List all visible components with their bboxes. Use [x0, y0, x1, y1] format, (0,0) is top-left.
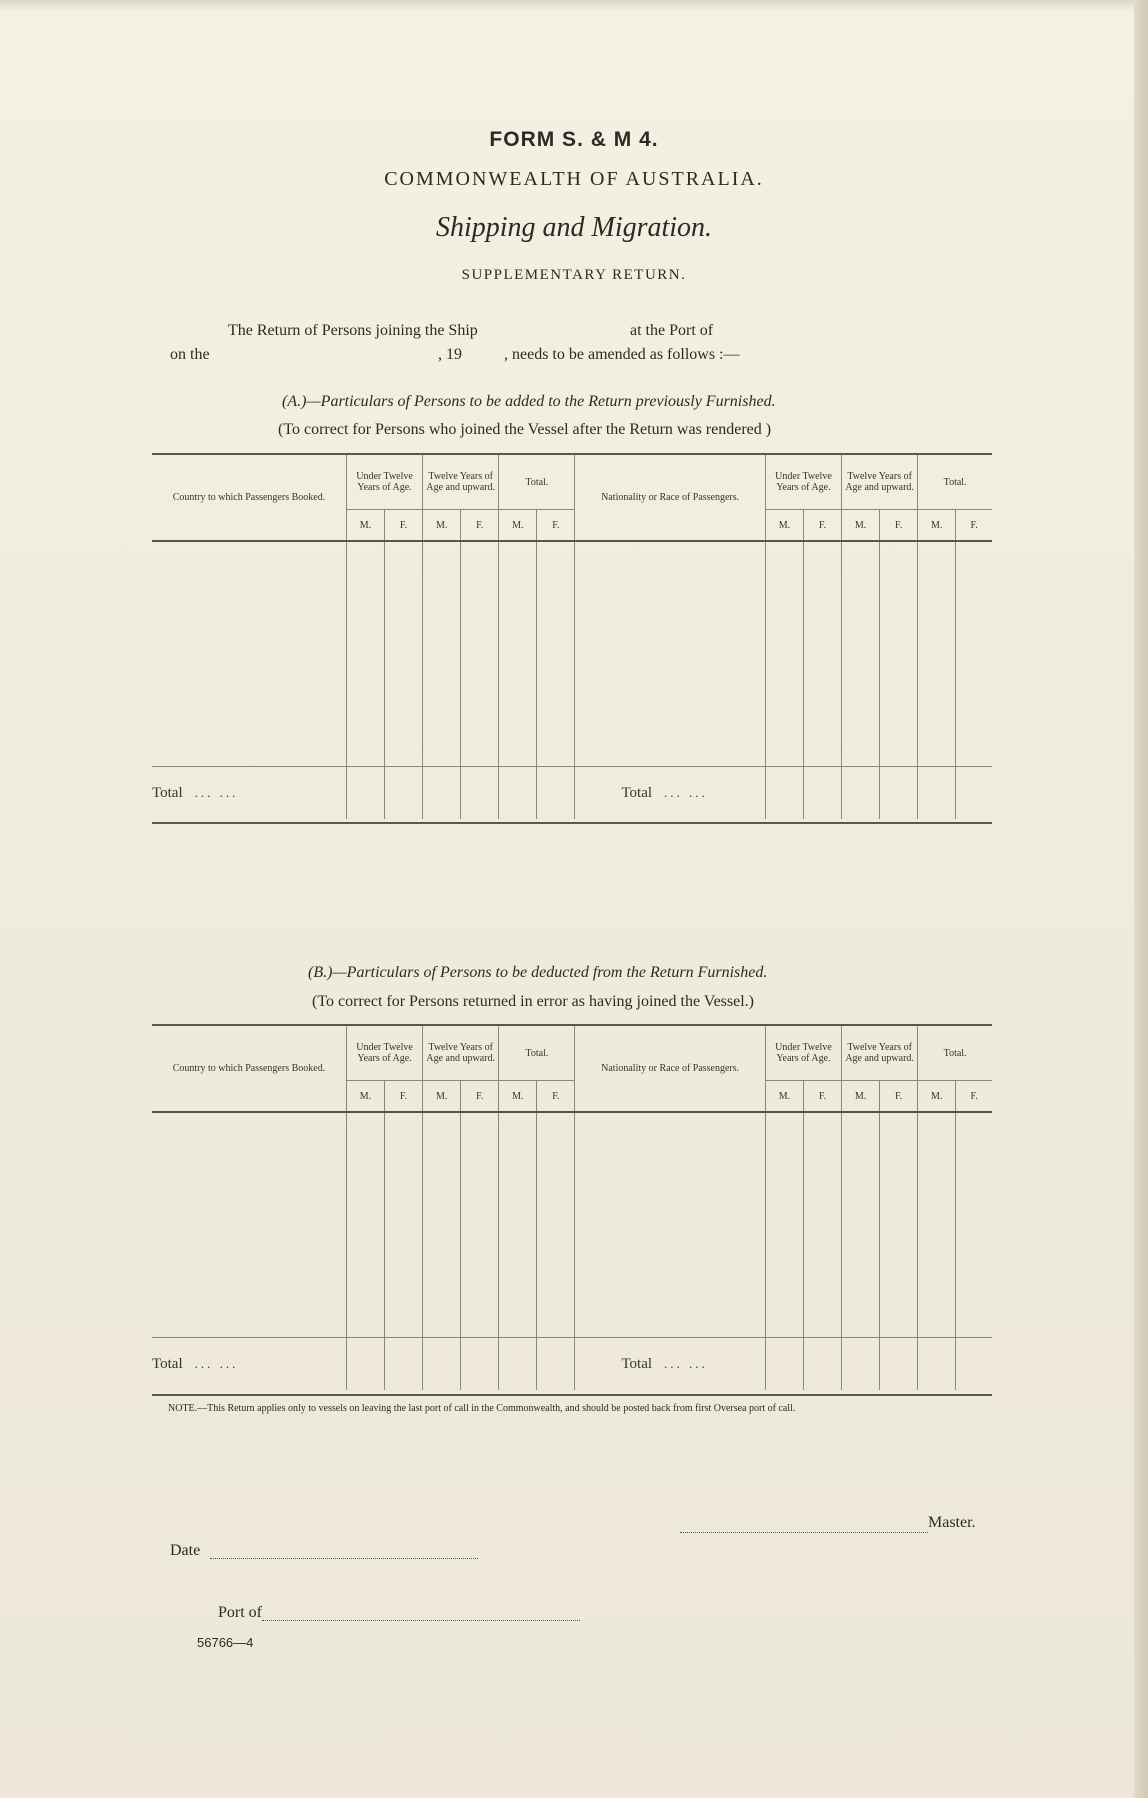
footnote: NOTE.—This Return applies only to vessels on leaving the last port of call in the Commonwealth, and should be posted back from first Oversea port of call. — [168, 1403, 796, 1414]
nationality-entry-cell[interactable] — [575, 541, 765, 767]
col-male: M. — [346, 510, 384, 542]
total-text: Total — [621, 784, 653, 801]
total-cell[interactable] — [346, 1338, 384, 1391]
master-signature-line[interactable] — [680, 1532, 928, 1533]
col-female: F. — [461, 510, 499, 542]
entry-cell[interactable] — [499, 1112, 537, 1338]
col-total-header: Total. — [499, 455, 575, 510]
form-number: FORM S. & M 4. — [489, 128, 659, 151]
col-female: F. — [461, 1081, 499, 1113]
entry-cell[interactable] — [880, 1112, 918, 1338]
section-a-bottom-rule — [152, 822, 992, 824]
col-male: M. — [842, 510, 880, 542]
section-a-subtitle: (To correct for Persons who joined the Vessel after the Return was rendered ) — [278, 421, 772, 438]
col-male: M. — [499, 1081, 537, 1113]
country-heading: COMMONWEALTH OF AUSTRALIA. — [384, 168, 764, 190]
entry-cell[interactable] — [346, 541, 384, 767]
entry-row — [152, 1112, 992, 1338]
col-female: F. — [880, 1081, 918, 1113]
entry-cell[interactable] — [346, 1112, 384, 1338]
entry-cell[interactable] — [385, 541, 423, 767]
section-b-heading — [308, 964, 767, 982]
total-cell[interactable] — [385, 767, 423, 820]
section-b-bottom-rule — [152, 1394, 992, 1396]
section-b-title: —Particulars of Persons to be deducted from the Return Furnished. — [332, 964, 768, 981]
col-female: F. — [537, 1081, 575, 1113]
total-cell[interactable] — [423, 767, 461, 820]
col-twelve-upward-header: Twelve Years of Age and upward. — [423, 1026, 499, 1081]
entry-cell[interactable] — [956, 541, 992, 767]
col-twelve-upward-header: Twelve Years of Age and upward. — [842, 455, 918, 510]
col-under-twelve-header: Under Twelve Years of Age. — [346, 455, 422, 510]
col-female: F. — [537, 510, 575, 542]
col-under-twelve-header: Under Twelve Years of Age. — [765, 455, 841, 510]
total-text: Total — [621, 1355, 653, 1372]
col-nationality-header: Nationality or Race of Passengers. — [575, 455, 765, 541]
col-male: M. — [499, 510, 537, 542]
date-line[interactable] — [210, 1558, 478, 1559]
total-label — [152, 767, 346, 820]
total-cell[interactable] — [537, 1338, 575, 1391]
total-cell[interactable] — [499, 1338, 537, 1391]
entry-cell[interactable] — [537, 1112, 575, 1338]
entry-cell[interactable] — [499, 541, 537, 767]
col-female: F. — [956, 510, 992, 542]
port-label: Port of — [218, 1604, 262, 1621]
section-a-table — [152, 455, 992, 819]
entry-cell[interactable] — [918, 541, 956, 767]
entry-cell[interactable] — [956, 1112, 992, 1338]
total-cell[interactable] — [956, 767, 992, 820]
total-leader-dots: ... ... — [194, 1355, 239, 1371]
intro-port-label: at the Port of — [630, 322, 714, 339]
col-male: M. — [842, 1081, 880, 1113]
col-total-header: Total. — [918, 455, 992, 510]
total-cell[interactable] — [461, 767, 499, 820]
total-cell[interactable] — [346, 767, 384, 820]
total-cell[interactable] — [842, 1338, 880, 1391]
total-label — [575, 767, 765, 820]
col-male: M. — [423, 510, 461, 542]
entry-cell[interactable] — [765, 541, 803, 767]
col-country-header: Country to which Passengers Booked. — [172, 492, 326, 503]
col-under-twelve-header: Under Twelve Years of Age. — [346, 1026, 422, 1081]
col-nationality-header: Nationality or Race of Passengers. — [575, 1026, 765, 1112]
intro-date-label: on the — [170, 346, 210, 363]
nationality-entry-cell[interactable] — [575, 1112, 765, 1338]
total-cell[interactable] — [956, 1338, 992, 1391]
col-female: F. — [803, 1081, 841, 1113]
section-b-label: (B.) — [308, 964, 333, 981]
total-label — [152, 1338, 346, 1391]
col-female: F. — [880, 510, 918, 542]
form-subtitle: SUPPLEMENTARY RETURN. — [461, 267, 687, 283]
entry-cell[interactable] — [842, 541, 880, 767]
total-cell[interactable] — [803, 767, 841, 820]
entry-row — [152, 541, 992, 767]
col-twelve-upward-header: Twelve Years of Age and upward. — [423, 455, 499, 510]
section-a-heading — [282, 393, 776, 411]
total-cell[interactable] — [423, 1338, 461, 1391]
total-cell[interactable] — [842, 767, 880, 820]
section-a-label: (A.) — [282, 393, 307, 410]
col-under-twelve-header: Under Twelve Years of Age. — [765, 1026, 841, 1081]
entry-cell[interactable] — [803, 541, 841, 767]
entry-cell[interactable] — [461, 541, 499, 767]
col-male: M. — [918, 510, 956, 542]
intro-year-label: , 19 — [438, 346, 462, 363]
total-cell[interactable] — [803, 1338, 841, 1391]
total-cell[interactable] — [461, 1338, 499, 1391]
entry-cell[interactable] — [765, 1112, 803, 1338]
total-cell[interactable] — [880, 1338, 918, 1391]
entry-cell[interactable] — [803, 1112, 841, 1338]
total-text: Total — [152, 784, 183, 801]
col-female: F. — [385, 510, 423, 542]
total-leader-dots: ... ... — [194, 784, 239, 800]
col-male: M. — [765, 510, 803, 542]
entry-cell[interactable] — [385, 1112, 423, 1338]
entry-cell[interactable] — [537, 541, 575, 767]
total-cell[interactable] — [537, 767, 575, 820]
date-label: Date — [170, 1542, 201, 1559]
section-b-subtitle: (To correct for Persons returned in error as having joined the Vessel.) — [312, 993, 754, 1010]
total-cell[interactable] — [918, 767, 956, 820]
col-male: M. — [346, 1081, 384, 1113]
totals-row — [152, 1338, 992, 1391]
intro-amend-label: , needs to be amended as follows :— — [504, 346, 740, 363]
col-total-header: Total. — [499, 1026, 575, 1081]
master-label: Master. — [928, 1514, 976, 1531]
port-line[interactable] — [262, 1620, 580, 1621]
entry-cell[interactable] — [423, 1112, 461, 1338]
total-cell[interactable] — [499, 767, 537, 820]
section-b-table — [152, 1026, 992, 1390]
total-text: Total — [152, 1355, 183, 1372]
total-cell[interactable] — [765, 767, 803, 820]
total-cell[interactable] — [765, 1338, 803, 1391]
col-male: M. — [423, 1081, 461, 1113]
paper-edge-top — [0, 0, 1148, 10]
total-cell[interactable] — [918, 1338, 956, 1391]
total-leader-dots: ... ... — [664, 784, 708, 800]
entry-cell[interactable] — [842, 1112, 880, 1338]
col-twelve-upward-header: Twelve Years of Age and upward. — [842, 1026, 918, 1081]
col-country-header: Country to which Passengers Booked. — [172, 1063, 326, 1074]
entry-cell[interactable] — [423, 541, 461, 767]
col-female: F. — [385, 1081, 423, 1113]
total-leader-dots: ... ... — [664, 1355, 708, 1371]
form-title: Shipping and Migration. — [435, 212, 713, 243]
total-cell[interactable] — [385, 1338, 423, 1391]
country-entry-cell[interactable] — [152, 541, 346, 767]
col-female: F. — [956, 1081, 992, 1113]
entry-cell[interactable] — [461, 1112, 499, 1338]
print-code: 56766—4 — [197, 1635, 254, 1650]
intro-ship-label: The Return of Persons joining the Ship — [228, 322, 478, 339]
country-entry-cell[interactable] — [152, 1112, 346, 1338]
entry-cell[interactable] — [918, 1112, 956, 1338]
col-female: F. — [803, 510, 841, 542]
section-a-title: —Particulars of Persons to be added to the Return previously Furnished. — [306, 393, 776, 410]
totals-row — [152, 767, 992, 820]
col-male: M. — [918, 1081, 956, 1113]
entry-cell[interactable] — [880, 541, 918, 767]
total-label — [575, 1338, 765, 1391]
total-cell[interactable] — [880, 767, 918, 820]
col-male: M. — [765, 1081, 803, 1113]
col-total-header: Total. — [918, 1026, 992, 1081]
